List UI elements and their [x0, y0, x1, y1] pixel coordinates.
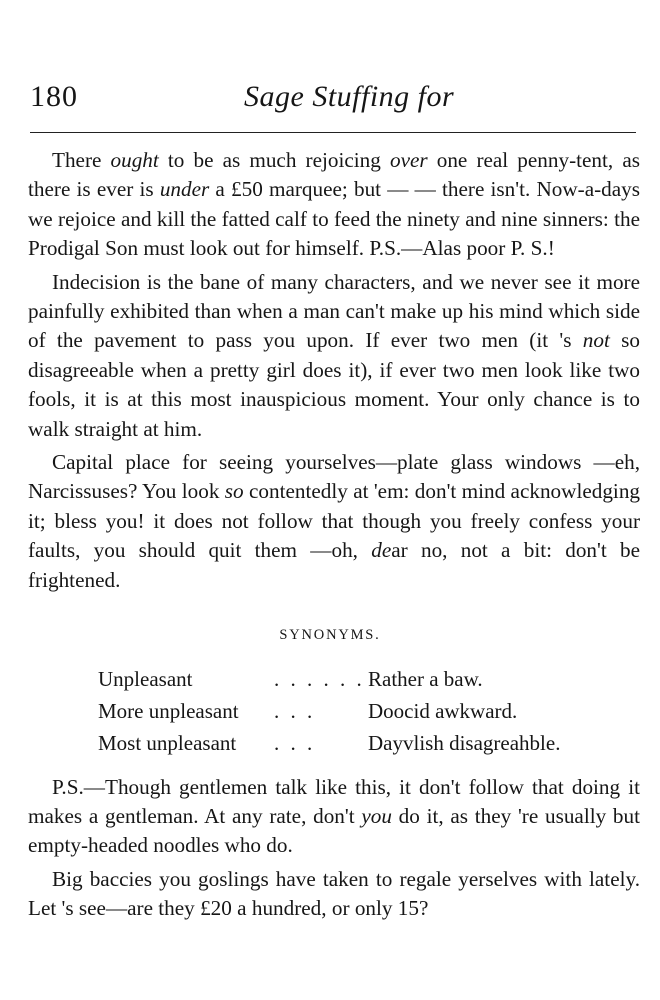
italic-text: so: [224, 479, 244, 504]
leader-dots: . . .: [274, 698, 316, 723]
italic-text: you: [361, 803, 392, 828]
paragraph: [28, 865, 640, 924]
paragraph: [28, 773, 640, 861]
paragraphs: [28, 146, 640, 595]
synonym-term: Most unpleasant: [98, 730, 237, 755]
running-title: Sage Stuffing for: [244, 80, 455, 113]
synonyms-section: [28, 621, 640, 758]
synonym-definition: Doocid awkward.: [368, 698, 518, 723]
synonym-row: [28, 663, 640, 695]
synonym-term: Unpleasant: [98, 666, 193, 691]
text-run: a £50 marquee; but — — there isn't. Now-a-days we rejoice and kill the fatted calf to feed the ninety and nine sinners: the Prodigal Son must look out for himself. P.S.—Alas poor P. S.!: [28, 177, 640, 261]
text-run: do it, as they 're usually but empty-headed noodles who do.: [28, 803, 640, 858]
paragraph: [28, 268, 640, 444]
paragraph: [28, 146, 640, 264]
text-run: to be as much rejoicing: [158, 148, 390, 172]
synonyms-table: [28, 663, 640, 759]
text-run: Capital place for seeing yourselves—plate glass windows —eh, Narcissuses? You look: [28, 450, 640, 504]
text-run: ar no, not a bit: don't be frightened.: [28, 538, 640, 592]
text-run: Indecision is the bane of many characters, and we never see it more painfully exhibited than when a man can't make up his mind which side of the pavement to pass you upon. If ever two men (it 's: [28, 269, 640, 353]
leader-dots: . . . . . .: [274, 666, 365, 691]
synonym-definition: Rather a baw.: [368, 666, 483, 691]
text-run: There: [52, 148, 111, 172]
text-run: P.S.—Though gentlemen talk like this, it don't follow that doing it makes a gentleman. At any rate, don't: [28, 774, 640, 828]
text-run: so disagreeable when a pretty girl does it), if ever two men look like two fools, it is at this most inauspicious moment. Your only chance is to walk straight at him.: [28, 328, 640, 441]
closing-paragraphs: [28, 773, 640, 924]
page-number: 180: [30, 80, 78, 113]
synonym-row: [28, 695, 640, 727]
synonym-row: [28, 727, 640, 759]
page-header: [30, 78, 636, 133]
synonyms-heading: SYNONYMS.: [279, 627, 381, 644]
body-text: [28, 146, 640, 928]
text-run: one real penny-tent, as there is ever is: [28, 148, 640, 202]
italic-text: ought: [110, 148, 159, 172]
italic-text: under: [159, 177, 210, 202]
leader-dots: . . .: [274, 730, 316, 755]
text-run: Big baccies you goslings have taken to regale yerselves with lately. Let 's see—are they £20 a hundred, or only 15?: [28, 866, 640, 921]
synonym-definition: Dayvlish disagreahble.: [368, 730, 561, 755]
italic-text: over: [389, 148, 428, 172]
italic-text: not: [582, 328, 610, 353]
synonym-term: More unpleasant: [98, 698, 239, 723]
paragraph: [28, 448, 640, 595]
text-run: contentedly at 'em: don't mind acknowledging it; bless you! it does not follow that though you freely confess your faults, you should quit them —oh,: [28, 479, 641, 563]
italic-text: de: [371, 538, 392, 563]
